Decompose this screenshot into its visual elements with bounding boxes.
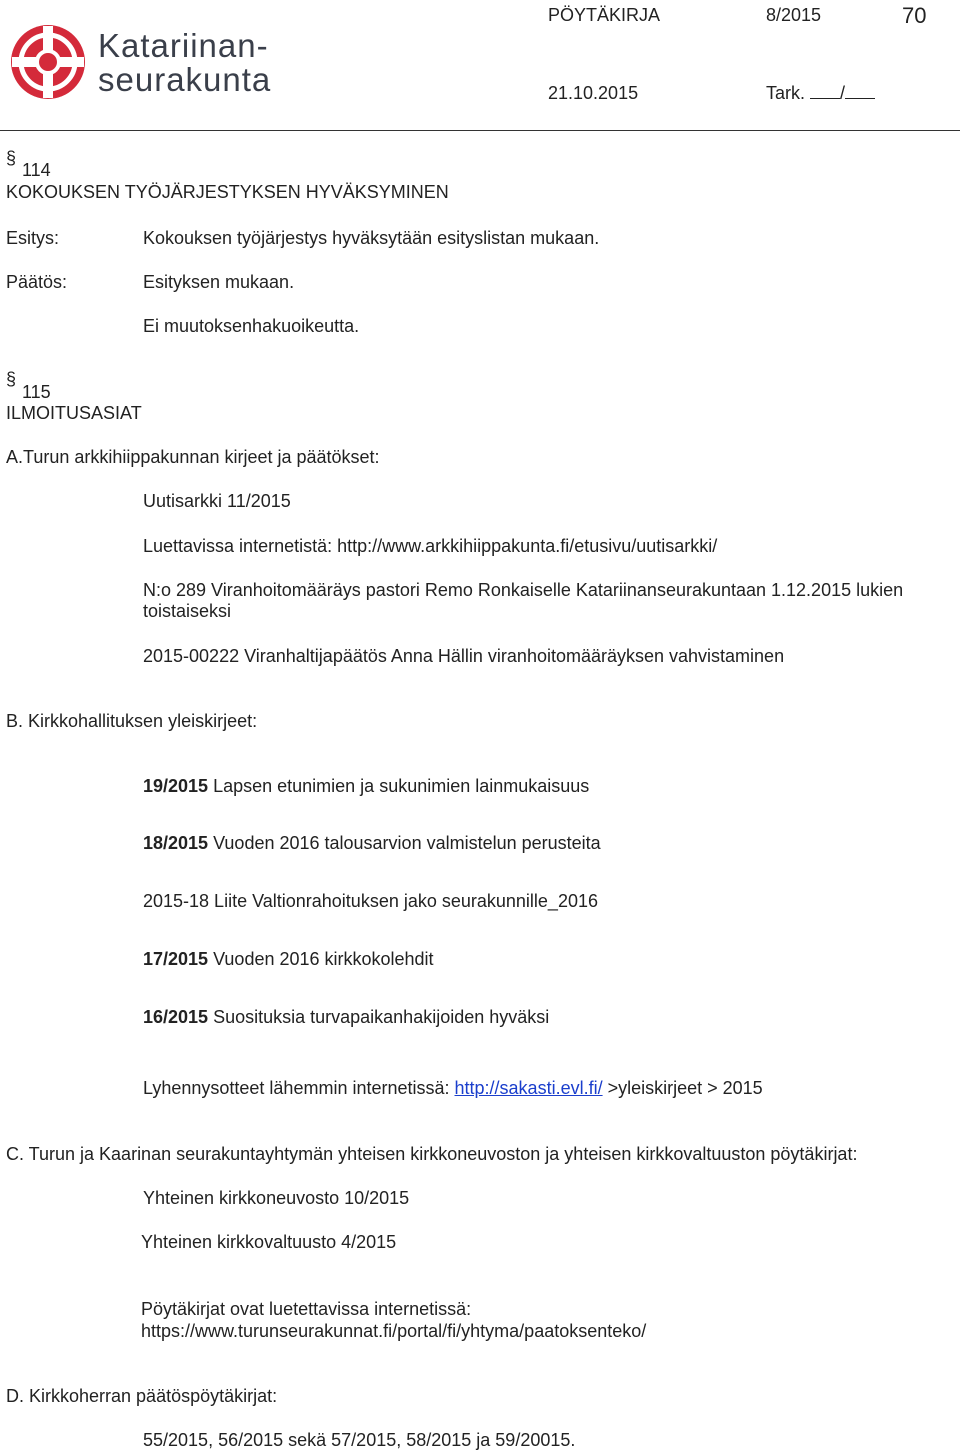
paatos-label: Päätös:: [6, 272, 68, 292]
tark-separator: /: [840, 83, 846, 103]
subsection-b-heading: B. Kirkkohallituksen yleiskirjeet:: [6, 711, 258, 731]
b-item-number: 19/2015: [143, 776, 209, 796]
c-note-url: https://www.turunseurakunnat.fi/portal/fi/yhtyma/paatoksenteko/: [141, 1321, 647, 1341]
b-item: [143, 1006, 549, 1028]
c-item-kirkkovaltuusto: Yhteinen kirkkovaltuusto 4/2015: [141, 1232, 397, 1252]
subsection-a-heading: A.Turun arkkihiippakunnan kirjeet ja päätökset:: [6, 447, 380, 467]
b-item-text: Vuoden 2016 talousarvion valmistelun perusteita: [208, 833, 601, 853]
tark-blank-2: [845, 82, 875, 99]
b-item-text: Lapsen etunimien ja sukunimien lainmukaisuus: [208, 776, 590, 796]
tark-label: Tark.: [766, 83, 806, 103]
page-number: 70: [902, 3, 927, 28]
b-item-number: 17/2015: [143, 949, 209, 969]
b-item-text: Vuoden 2016 kirkkokolehdit: [208, 949, 434, 969]
c-item-kirkkoneuvosto: Yhteinen kirkkoneuvosto 10/2015: [143, 1188, 410, 1208]
a-item-viranhoitomaarays-cont: toistaiseksi: [143, 601, 232, 621]
tark-field: [766, 82, 875, 104]
section-114-symbol: §: [6, 148, 17, 168]
logo-text-line2: seurakunta: [98, 61, 272, 98]
section-115-symbol: §: [6, 369, 17, 389]
esitys-label: Esitys:: [6, 228, 60, 248]
section-115-number: 115: [22, 382, 51, 402]
d-text: 55/2015, 56/2015 sekä 57/2015, 58/2015 ja 59/20015.: [143, 1430, 576, 1450]
a-item-viranhoitomaarays: N:o 289 Viranhoitomääräys pastori Remo Ronkaiselle Katariinanseurakuntaan 1.12.2015 lukien: [143, 580, 904, 600]
appeal-note: Ei muutoksenhakuoikeutta.: [143, 316, 360, 336]
paatos-text: Esityksen mukaan.: [143, 272, 295, 292]
subsection-c-heading: C. Turun ja Kaarinan seurakuntayhtymän yhteisen kirkkoneuvoston ja yhteisen kirkkovaltuuston pöytäkirjat:: [6, 1144, 858, 1164]
a-item-uutisarkki: Uutisarkki 11/2015: [143, 491, 291, 511]
b-item: [143, 890, 598, 912]
b-note: [143, 1077, 763, 1099]
b-item: [143, 832, 601, 854]
doc-number: 8/2015: [766, 5, 822, 25]
b-item: [143, 775, 589, 797]
b-item: [143, 948, 434, 970]
a-item-internet: Luettavissa internetistä: http://www.arkkihiippakunta.fi/etusivu/uutisarkki/: [143, 536, 718, 556]
b-item-number: 18/2015: [143, 833, 209, 853]
b-item-text: 2015-18 Liite Valtionrahoituksen jako seurakunnille_2016: [143, 891, 598, 911]
section-114-number: 114: [22, 160, 51, 180]
header-divider: [0, 130, 960, 131]
sakasti-link[interactable]: http://sakasti.evl.fi/: [454, 1078, 603, 1098]
church-logo-icon: [8, 22, 88, 102]
logo-text-line1: Katariinan-: [98, 27, 269, 64]
c-note-line1: Pöytäkirjat ovat luetettavissa internetissä:: [141, 1299, 472, 1319]
b-note-suffix: >yleiskirjeet > 2015: [602, 1078, 763, 1098]
subsection-d-heading: D. Kirkkoherran päätöspöytäkirjat:: [6, 1386, 278, 1406]
tark-blank-1: [810, 82, 840, 99]
doc-date: 21.10.2015: [548, 83, 639, 103]
esitys-text: Kokouksen työjärjestys hyväksytään esityslistan mukaan.: [143, 228, 600, 248]
b-item-text: Suosituksia turvapaikanhakijoiden hyväksi: [208, 1007, 550, 1027]
section-114-title: KOKOUKSEN TYÖJÄRJESTYKSEN HYVÄKSYMINEN: [6, 182, 449, 202]
a-item-viranhaltijapaatos: 2015-00222 Viranhaltijapäätös Anna Hällin viranhoitomääräyksen vahvistaminen: [143, 646, 785, 666]
doc-type: PÖYTÄKIRJA: [548, 5, 661, 25]
b-item-number: 16/2015: [143, 1007, 209, 1027]
section-115-title: ILMOITUSASIAT: [6, 403, 142, 423]
b-note-prefix: Lyhennysotteet lähemmin internetissä:: [143, 1078, 455, 1098]
